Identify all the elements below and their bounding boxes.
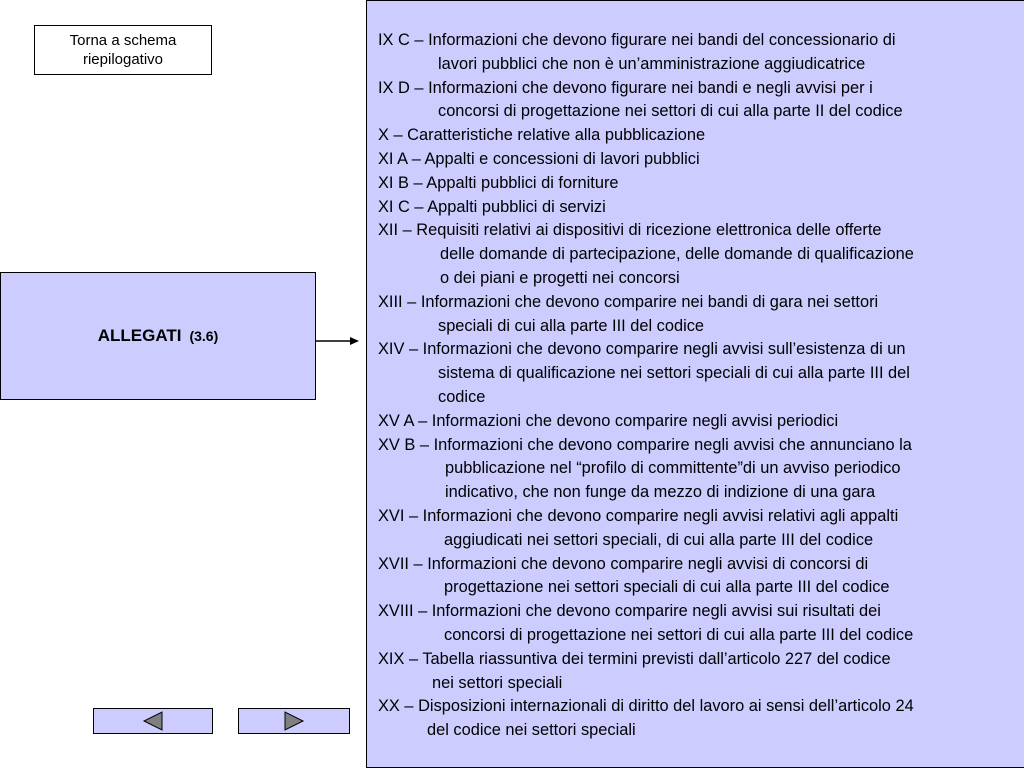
annex-item-title: XI C – Appalti pubblici di servizi	[378, 197, 606, 216]
annex-item-title: XI A – Appalti e concessioni di lavori pubblici	[378, 149, 700, 168]
annex-item-continuation: codice	[438, 387, 486, 406]
annex-item-title: IX C – Informazioni che devono figurare nei bandi del concessionario di	[378, 31, 896, 49]
annex-item-continuation: concorsi di progettazione nei settori di cui alla parte III del codice	[444, 625, 914, 644]
annex-list-item	[378, 410, 1024, 434]
annex-item-continuation: aggiudicati nei settori speciali, di cui alla parte III del codice	[444, 530, 874, 549]
annex-list-item	[378, 196, 1024, 220]
annex-item-title: XV A – Informazioni che devono comparire negli avvisi periodici	[378, 411, 839, 430]
annex-item-continuation: concorsi di progettazione nei settori di cui alla parte II del codice	[438, 102, 903, 121]
previous-slide-button[interactable]	[93, 708, 213, 734]
back-to-summary-label	[70, 31, 177, 69]
annex-list	[378, 29, 1024, 743]
annex-list-item	[378, 291, 1024, 339]
annex-list-item	[378, 77, 1024, 125]
annex-item-title: XII – Requisiti relativi ai dispositivi di ricezione elettronica delle offerte	[378, 221, 882, 240]
arrow-right-icon	[316, 334, 360, 348]
annex-list-item	[378, 338, 1024, 409]
annex-item-continuation: delle domande di partecipazione, delle domande di qualificazione	[440, 245, 914, 264]
annex-item-title: XV B – Informazioni che devono comparire negli avvisi che annunciano la	[378, 435, 912, 454]
annex-list-item	[378, 219, 1024, 290]
annex-item-title: XVIII – Informazioni che devono comparire negli avvisi sui risultati dei	[378, 602, 881, 621]
annex-item-title: XVI – Informazioni che devono comparire negli avvisi relativi agli appalti	[378, 506, 899, 525]
annex-item-continuation: lavori pubblici che non è un’amministrazione aggiudicatrice	[438, 54, 866, 73]
annex-list-panel	[366, 0, 1024, 768]
allegati-title: ALLEGATI	[97, 326, 182, 345]
annex-list-item	[378, 434, 1024, 505]
annex-list-item	[378, 695, 1024, 743]
annex-list-item	[378, 172, 1024, 196]
triangle-left-icon	[142, 711, 164, 731]
annex-item-continuation: sistema di qualificazione nei settori speciali di cui alla parte III del	[438, 364, 910, 383]
annex-item-title: XIX – Tabella riassuntiva dei termini previsti dall’articolo 227 del codice	[378, 649, 891, 668]
annex-list-item	[378, 600, 1024, 648]
annex-item-continuation: progettazione nei settori speciali di cui alla parte III del codice	[444, 578, 890, 597]
annex-list-item	[378, 648, 1024, 696]
annex-item-continuation: speciali di cui alla parte III del codice	[438, 316, 705, 335]
annex-list-item	[378, 148, 1024, 172]
triangle-right-icon	[283, 711, 305, 731]
annex-item-title: XI B – Appalti pubblici di forniture	[378, 173, 619, 192]
allegati-reference: (3.6)	[189, 328, 219, 344]
annex-item-title: XX – Disposizioni internazionali di diritto del lavoro ai sensi dell’articolo 24	[378, 697, 914, 716]
annex-item-title: XIII – Informazioni che devono comparire nei bandi di gara nei settori	[378, 292, 879, 311]
next-slide-button[interactable]	[238, 708, 350, 734]
annex-item-title: X – Caratteristiche relative alla pubblicazione	[378, 126, 706, 145]
annex-item-continuation: indicativo, che non funge da mezzo di indizione di una gara	[445, 483, 876, 502]
annex-item-title: XIV – Informazioni che devono comparire negli avvisi sull’esistenza di un	[378, 340, 906, 359]
annex-item-continuation: pubblicazione nel “profilo di committente”di un avviso periodico	[445, 459, 901, 478]
annex-list-item	[378, 553, 1024, 601]
annex-list-item	[378, 124, 1024, 148]
annex-list-item	[378, 29, 1024, 77]
annex-item-continuation: o dei piani e progetti nei concorsi	[440, 268, 680, 287]
annex-item-title: IX D – Informazioni che devono figurare nei bandi e negli avvisi per i	[378, 78, 873, 97]
back-label-line2: riepilogativo	[82, 51, 164, 68]
back-to-summary-button[interactable]	[34, 25, 212, 75]
annex-item-continuation: nei settori speciali	[432, 673, 563, 692]
annex-list-item	[378, 505, 1024, 553]
back-label-line1: Torna a schema	[69, 32, 177, 49]
annex-item-continuation: del codice nei settori speciali	[427, 721, 636, 740]
annex-item-title: XVII – Informazioni che devono comparire negli avvisi di concorsi di	[378, 554, 869, 573]
allegati-box	[0, 272, 316, 400]
